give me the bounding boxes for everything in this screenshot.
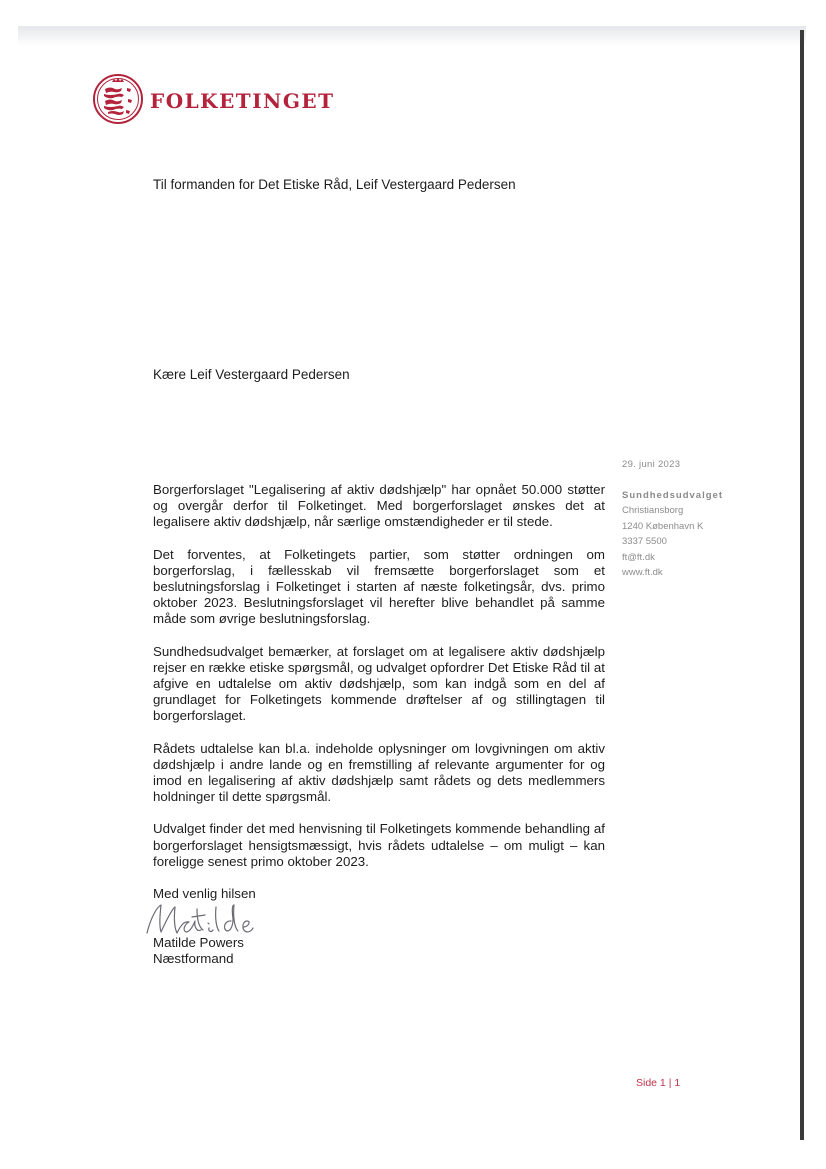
- paragraph: Det forventes, at Folketingets partier, som støtter ordningen om borgerforslag, i fællesskab vil fremsætte borgerforslaget som et beslutningsforslag i Folketinget i starten af næste folketingsår, dvs. primo oktober 2023. Beslutningsforslaget vil herefter blive behandlet på samme måde som øvrige beslutningsforslag.: [153, 546, 605, 627]
- sender-info: [622, 457, 723, 581]
- letter-date: 29. juni 2023: [622, 459, 681, 470]
- phone-number: 3337 5500: [622, 536, 667, 547]
- letter-body: [153, 482, 605, 968]
- scan-edge: [800, 30, 804, 1140]
- salutation: Kære Leif Vestergaard Pedersen: [153, 367, 350, 382]
- paragraph: Rådets udtalelse kan bl.a. indeholde oplysninger om lovgivningen om aktiv dødshjælp i andre lande og en fremstilling af relevante argumenter for og imod en legalisering af aktiv dødshjælp samt rådets og dets medlemmers holdninger til dette spørgsmål.: [153, 740, 605, 805]
- website: www.ft.dk: [622, 567, 663, 578]
- paragraph: Borgerforslaget "Legalisering af aktiv dødshjælp" har opnået 50.000 støtter og overgår derfor til Folketinget. Med borgerforslaget ønskes det at legalisere aktiv dødshjælp, når særlige omstændigheder er til stede.: [153, 482, 605, 530]
- org-name: FOLKETINGET: [150, 89, 335, 113]
- committee-name: Sundhedsudvalget: [622, 489, 723, 501]
- email-address: ft@ft.dk: [622, 551, 655, 563]
- address-line: Christiansborg: [622, 505, 684, 516]
- paragraph: Sundhedsudvalget bemærker, at forslaget om at legalisere aktiv dødshjælp rejser en række etiske spørgsmål, og udvalget opfordrer Det Etiske Råd til at afgive en udtalelse om aktiv dødshjælp, som kan indgå som en del af grundlaget for Folketingets kommende drøftelser af og stillingtagen til borgerforslaget.: [153, 643, 605, 724]
- signer-title: Næstformand: [153, 951, 234, 967]
- closing-block: [153, 886, 605, 968]
- page-number: Side 1 | 1: [636, 1077, 681, 1089]
- closing-greeting: Med venlig hilsen: [153, 886, 256, 902]
- folketinget-seal-icon: [92, 73, 144, 125]
- recipient-line: Til formanden for Det Etiske Råd, Leif Vestergaard Pedersen: [153, 177, 516, 192]
- address-line: 1240 København K: [622, 520, 704, 532]
- folketinget-logo: [92, 73, 335, 125]
- paragraph: Udvalget finder det med henvisning til Folketingets kommende behandling af borgerforslaget hensigtsmæssigt, hvis rådets udtalelse – om muligt – kan foreligge senest primo oktober 2023.: [153, 821, 605, 869]
- signer-name: Matilde Powers: [153, 934, 244, 950]
- scan-shadow: [18, 26, 806, 46]
